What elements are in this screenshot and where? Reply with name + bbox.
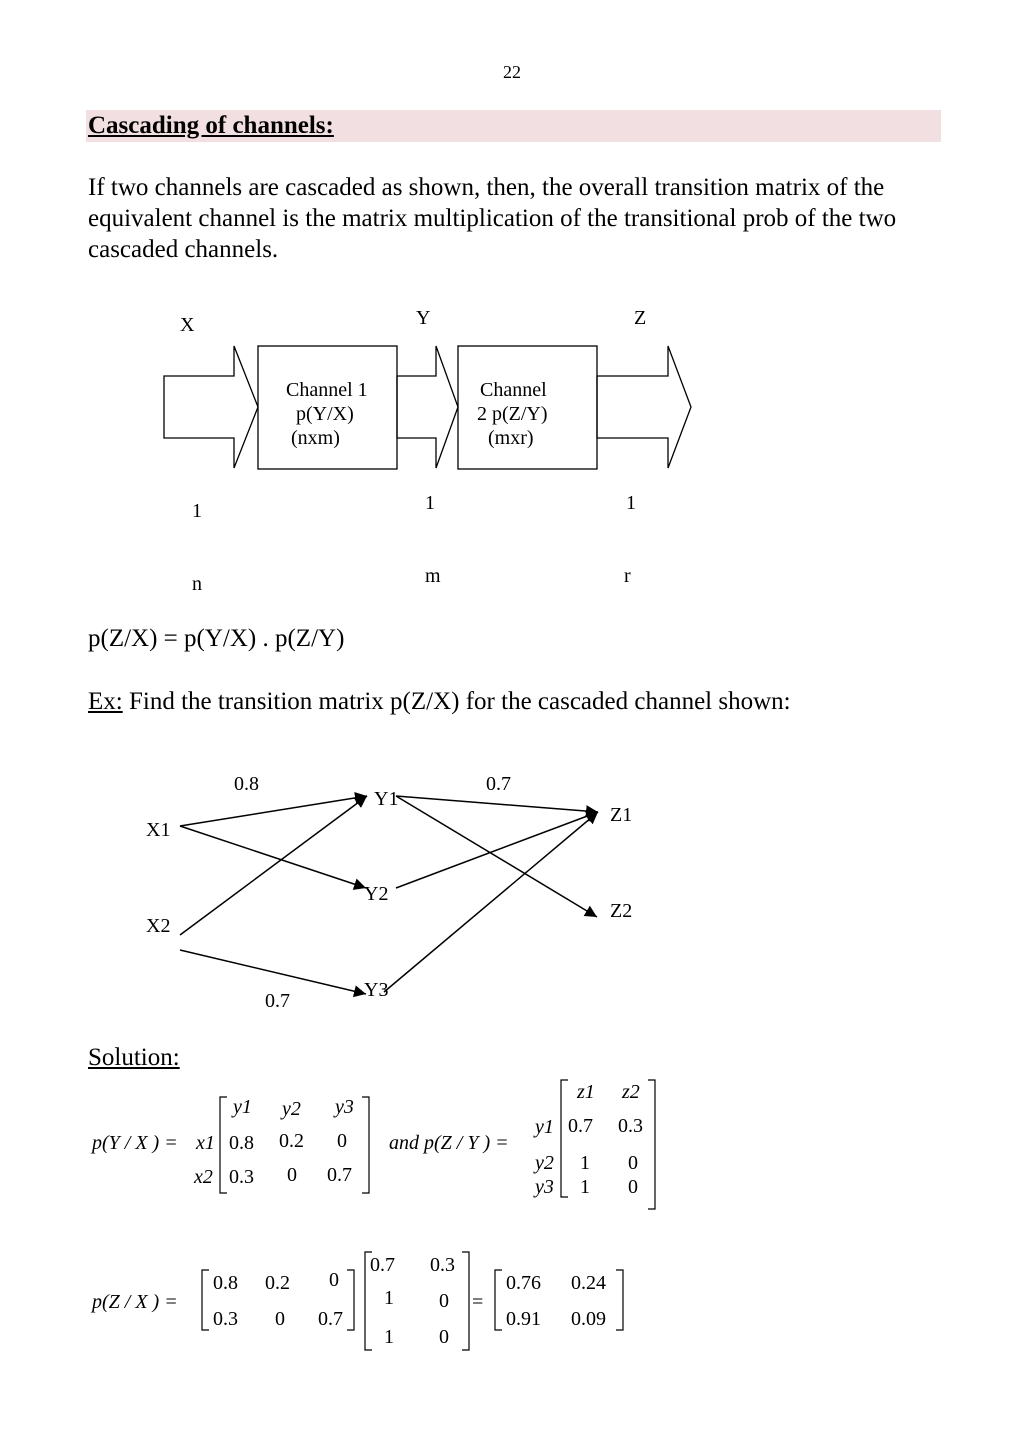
pzy-cell-y1-z1: 0.7 — [568, 1115, 593, 1137]
example-statement — [88, 688, 791, 716]
channel1-line1: Channel 1 — [286, 379, 368, 401]
b-cell-2-1: 0 — [439, 1326, 449, 1348]
pyx-cell-x2-y2: 0 — [287, 1164, 297, 1186]
example-text: Find the transition matrix p(Z/X) for the cascaded channel shown: — [122, 688, 791, 715]
pyx-row-x1: x1 — [196, 1132, 215, 1154]
a-cell-0-0: 0.8 — [213, 1272, 238, 1294]
edge-y1-z1 — [396, 796, 598, 812]
pzy-right-bracket — [648, 1080, 655, 1209]
x-index-end: n — [192, 573, 202, 595]
a-cell-1-2: 0.7 — [318, 1308, 343, 1330]
channel1-line2: p(Y/X) — [296, 403, 354, 425]
edge-x1-y2 — [180, 826, 366, 888]
edge-y3-z1 — [384, 812, 598, 992]
pzy-cell-y2-z2: 0 — [628, 1152, 638, 1174]
transition-graph — [0, 760, 1024, 1030]
edge-x2-y3 — [180, 950, 366, 994]
node-y1: Y1 — [374, 788, 399, 810]
intro-paragraph: If two channels are cascaded as shown, then, the overall transition matrix of the equivalent channel is the matrix multiplication of the transitional prob of the two cascaded channels. — [88, 174, 897, 263]
a-cell-0-2: 0 — [329, 1269, 339, 1291]
b-cell-1-0: 1 — [384, 1287, 394, 1309]
node-z2: Z2 — [610, 900, 633, 922]
edge-x1-y1 — [180, 796, 367, 826]
c-cell-0-0: 0.76 — [506, 1272, 541, 1294]
x-index-start: 1 — [192, 500, 202, 522]
equation-matrix-product — [0, 1240, 1024, 1360]
label-y: Y — [416, 307, 431, 329]
pzy-cell-y3-z1: 1 — [580, 1176, 590, 1198]
middle-arrow — [397, 346, 458, 468]
a-right-bracket — [347, 1270, 354, 1330]
pzy-cell-y2-z1: 1 — [580, 1152, 590, 1174]
c-cell-1-1: 0.09 — [571, 1308, 606, 1330]
node-x2: X2 — [146, 915, 171, 937]
label-z: Z — [634, 307, 647, 329]
pyx-col-y1: y1 — [233, 1096, 252, 1118]
pyx-cell-x2-y3: 0.7 — [327, 1164, 352, 1186]
edge-y2-z1 — [396, 812, 598, 888]
y-index-end: m — [425, 565, 441, 587]
pzy-connector: and p(Z / Y ) = — [389, 1132, 509, 1154]
y-index-start: 1 — [425, 492, 435, 514]
channel2-line3: (mxr) — [488, 427, 534, 449]
page-number: 22 — [503, 62, 521, 82]
z-index-end: r — [624, 565, 631, 587]
a-cell-1-0: 0.3 — [213, 1308, 238, 1330]
edge-y1-z2 — [396, 796, 597, 917]
b-right-bracket — [462, 1252, 469, 1350]
pyx-col-y3: y3 — [335, 1096, 354, 1118]
pzy-row-y2: y2 — [535, 1152, 554, 1174]
cascade-formula: p(Z/X) = p(Y/X) . p(Z/Y) — [88, 625, 345, 652]
node-y3: Y3 — [364, 979, 389, 1001]
weight-x2-y3: 0.7 — [265, 990, 290, 1012]
output-arrow — [597, 346, 691, 468]
pyx-left-bracket — [220, 1097, 227, 1193]
input-arrow — [164, 346, 258, 468]
node-z1: Z1 — [610, 804, 633, 826]
node-x1: X1 — [146, 819, 171, 841]
pyx-cell-x1-y2: 0.2 — [279, 1130, 304, 1152]
pzy-cell-y3-z2: 0 — [628, 1176, 638, 1198]
c-left-bracket — [495, 1270, 502, 1330]
channel2-line1: Channel — [480, 379, 547, 401]
b-cell-0-0: 0.7 — [370, 1254, 395, 1276]
a-cell-0-1: 0.2 — [265, 1272, 290, 1294]
pyx-right-bracket — [362, 1097, 369, 1193]
pzx-lhs: p(Z / X ) = — [92, 1291, 178, 1313]
product-equals: = — [472, 1291, 484, 1313]
edge-x2-y1 — [180, 796, 367, 935]
section-heading: Cascading of channels: — [88, 112, 334, 139]
example-label: Ex: — [88, 688, 123, 715]
pyx-lhs: p(Y / X ) = — [92, 1132, 178, 1154]
pzy-col-z2: z2 — [622, 1081, 640, 1103]
channel1-line3: (nxm) — [291, 427, 340, 449]
equation-matrices-given — [0, 1075, 1024, 1220]
weight-y1-z1: 0.7 — [486, 773, 511, 795]
c-cell-0-1: 0.24 — [571, 1272, 606, 1294]
weight-x1-y1: 0.8 — [234, 773, 259, 795]
z-index-start: 1 — [626, 492, 636, 514]
cascade-block-diagram — [0, 290, 1024, 610]
pyx-cell-x2-y1: 0.3 — [229, 1166, 254, 1188]
c-cell-1-0: 0.91 — [506, 1308, 541, 1330]
node-y2: Y2 — [364, 883, 389, 905]
pzy-cell-y1-z2: 0.3 — [618, 1115, 643, 1137]
a-left-bracket — [202, 1270, 209, 1330]
pyx-col-y2: y2 — [282, 1098, 301, 1120]
pyx-cell-x1-y3: 0 — [337, 1130, 347, 1152]
c-right-bracket — [616, 1270, 623, 1330]
solution-label: Solution: — [88, 1044, 180, 1071]
pyx-cell-x1-y1: 0.8 — [229, 1132, 254, 1154]
b-cell-0-1: 0.3 — [430, 1254, 455, 1276]
pzy-row-y3: y3 — [535, 1176, 554, 1198]
pzy-col-z1: z1 — [577, 1081, 595, 1103]
pyx-row-x2: x2 — [194, 1166, 213, 1188]
b-cell-2-0: 1 — [384, 1326, 394, 1348]
channel2-line2: 2 p(Z/Y) — [477, 403, 548, 425]
label-x: X — [180, 314, 195, 336]
pzy-row-y1: y1 — [535, 1116, 554, 1138]
pzy-left-bracket — [561, 1080, 568, 1197]
b-cell-1-1: 0 — [439, 1290, 449, 1312]
a-cell-1-1: 0 — [275, 1308, 285, 1330]
